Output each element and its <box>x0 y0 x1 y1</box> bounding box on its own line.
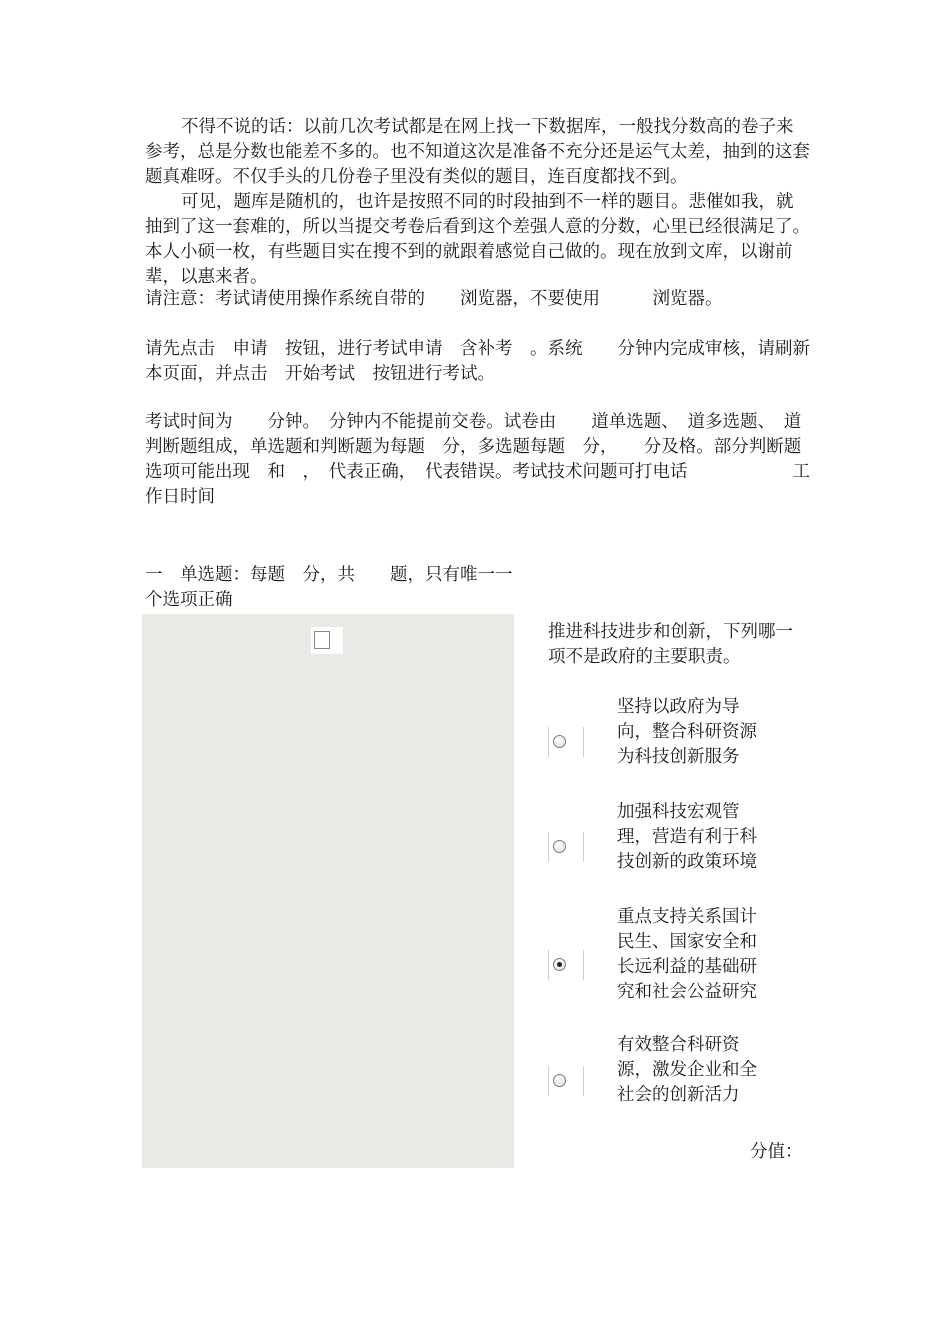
section-heading <box>145 563 515 613</box>
exam-info-text: 考试时间为 分钟。 分钟内不能提前交卷。试卷由 道单选题、 道多选题、 道判断题组成，单选题和判断题为每题 分，多选题每题 分， 分及格。部分判断题选项可能出现 和 ， 代表正确， 代表错误。考试技术问题可打电话 工作日时间 <box>145 412 810 507</box>
intro-paragraphs <box>145 115 810 290</box>
score-label: 分值： <box>750 1142 803 1162</box>
section-heading-text: 一 单选题：每题 分，共 题，只有唯一一个选项正确 <box>145 565 513 610</box>
option-c-label: 重点支持关系国计民生、国家安全和长远利益的基础研究和社会公益研究 <box>617 907 757 1002</box>
question-image-panel <box>142 614 514 1168</box>
option-b-label: 加强科技宏观管理，营造有利于科技创新的政策环境 <box>617 802 757 872</box>
exam-info <box>145 410 810 510</box>
intro-paragraph-1: 不得不说的话：以前几次考试都是在网上找一下数据库，一般找分数高的卷子来参考，总是分数也能差不多的。也不知道这次是准备不充分还是运气太差，抽到的这套题真难呀。不仅手头的几份卷子里没有类似的题目，连百度都找不到。 <box>145 117 810 187</box>
exam-steps <box>145 337 810 387</box>
option-d-label: 有效整合科研资源，激发企业和全社会的创新活力 <box>617 1035 757 1105</box>
browser-notice <box>145 287 810 312</box>
radio-button-icon[interactable] <box>553 840 566 853</box>
option-a-label: 坚持以政府为导向，整合科研资源为科技创新服务 <box>617 697 757 767</box>
question-text: 推进科技进步和创新，下列哪一项不是政府的主要职责。 <box>548 622 793 667</box>
exam-steps-text: 请先点击 申请 按钮，进行考试申请 含补考 。系统 分钟内完成审核，请刷新本页面，并点击 开始考试 按钮进行考试。 <box>145 339 810 384</box>
intro-paragraph-2: 可见，题库是随机的，也许是按照不同的时段抽到不一样的题目。悲催如我，就抽到了这一套难的，所以当提交考卷后看到这个差强人意的分数，心里已经很满足了。本人小硕一枚，有些题目实在搜不到的就跟着感觉自己做的。现在放到文库，以谢前辈，以惠来者。 <box>145 192 810 287</box>
radio-button-icon[interactable] <box>553 1074 566 1087</box>
radio-button-checked-icon[interactable] <box>553 958 566 971</box>
broken-image-icon <box>311 627 343 654</box>
radio-button-icon[interactable] <box>553 735 566 748</box>
browser-notice-text: 请注意：考试请使用操作系统自带的 浏览器，不要使用 浏览器。 <box>145 289 723 309</box>
